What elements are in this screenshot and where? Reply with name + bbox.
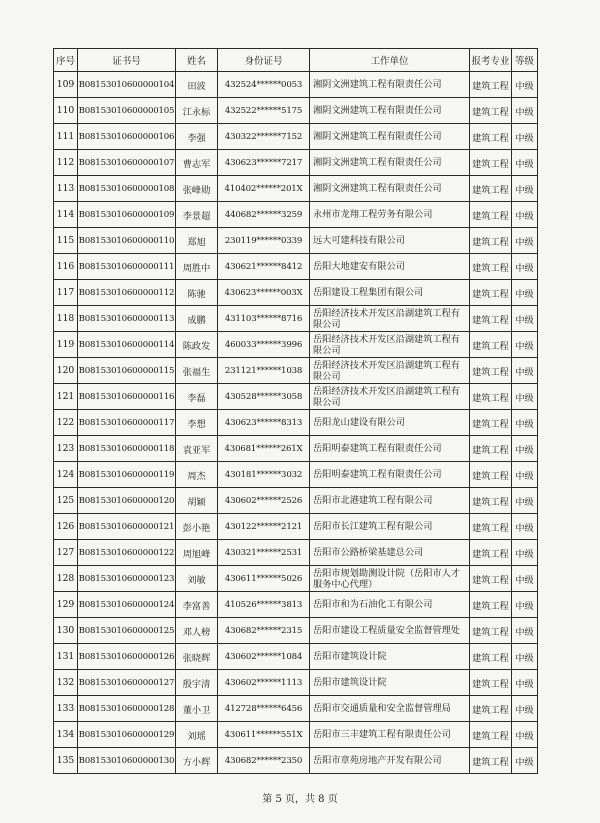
table-row	[54, 566, 538, 592]
cell-cert-no: B08153010600000127	[78, 670, 176, 696]
cell-id-no: 460033******3996	[218, 332, 310, 358]
table-header-row	[54, 49, 538, 72]
cell-major: 建筑工程	[470, 306, 512, 332]
cell-cert-no: B08153010600000129	[78, 722, 176, 748]
cell-seq: 132	[54, 670, 78, 696]
cell-level: 中级	[512, 436, 538, 462]
cell-major: 建筑工程	[470, 228, 512, 254]
table-row	[54, 488, 538, 514]
cell-seq: 126	[54, 514, 78, 540]
cell-work-unit: 岳阳市建筑设计院	[310, 670, 470, 696]
cell-name: 曹志军	[176, 150, 218, 176]
cell-id-no: 430682******2350	[218, 748, 310, 774]
cell-name: 袁亚军	[176, 436, 218, 462]
cell-id-no: 430602******2526	[218, 488, 310, 514]
cell-seq: 111	[54, 124, 78, 150]
table-row	[54, 514, 538, 540]
cell-id-no: 430181******3032	[218, 462, 310, 488]
cell-level: 中级	[512, 332, 538, 358]
cell-id-no: 430623******7217	[218, 150, 310, 176]
cell-seq: 129	[54, 592, 78, 618]
cell-id-no: 430682******2315	[218, 618, 310, 644]
cell-cert-no: B08153010600000118	[78, 436, 176, 462]
cell-cert-no: B08153010600000122	[78, 540, 176, 566]
cell-id-no: 430623******8313	[218, 410, 310, 436]
cell-level: 中级	[512, 696, 538, 722]
cell-seq: 117	[54, 280, 78, 306]
cell-name: 李景超	[176, 202, 218, 228]
cell-major: 建筑工程	[470, 124, 512, 150]
cell-id-no: 412728******6456	[218, 696, 310, 722]
cell-work-unit: 岳阳市长江建筑工程有限公司	[310, 514, 470, 540]
cell-name: 刘敏	[176, 566, 218, 592]
cell-level: 中级	[512, 202, 538, 228]
cell-cert-no: B08153010600000114	[78, 332, 176, 358]
cell-major: 建筑工程	[470, 150, 512, 176]
cell-cert-no: B08153010600000106	[78, 124, 176, 150]
cell-seq: 110	[54, 98, 78, 124]
cell-level: 中级	[512, 540, 538, 566]
cell-cert-no: B08153010600000125	[78, 618, 176, 644]
cell-seq: 121	[54, 384, 78, 410]
cell-cert-no: B08153010600000117	[78, 410, 176, 436]
cell-major: 建筑工程	[470, 202, 512, 228]
cell-id-no: 410402******201X	[218, 176, 310, 202]
cell-major: 建筑工程	[470, 748, 512, 774]
cell-id-no: 440682******3259	[218, 202, 310, 228]
cell-cert-no: B08153010600000105	[78, 98, 176, 124]
cell-cert-no: B08153010600000112	[78, 280, 176, 306]
cell-level: 中级	[512, 228, 538, 254]
cell-work-unit: 岳阳经济技术开发区沿湖建筑工程有限公司	[310, 384, 470, 410]
cell-work-unit: 远大可建科技有限公司	[310, 228, 470, 254]
cell-major: 建筑工程	[470, 176, 512, 202]
cell-name: 董小卫	[176, 696, 218, 722]
cell-id-no: 430122******2121	[218, 514, 310, 540]
cell-cert-no: B08153010600000119	[78, 462, 176, 488]
cell-seq: 135	[54, 748, 78, 774]
table-row	[54, 696, 538, 722]
cell-seq: 114	[54, 202, 78, 228]
cell-name: 江永标	[176, 98, 218, 124]
cell-id-no: 230119******0339	[218, 228, 310, 254]
cell-work-unit: 岳阳市规划勘测设计院（岳阳市人才服务中心代理）	[310, 566, 470, 592]
header-name: 姓名	[176, 49, 218, 72]
cell-major: 建筑工程	[470, 644, 512, 670]
cell-seq: 127	[54, 540, 78, 566]
cell-id-no: 430623******003X	[218, 280, 310, 306]
cell-seq: 123	[54, 436, 78, 462]
cell-major: 建筑工程	[470, 696, 512, 722]
cell-name: 田波	[176, 72, 218, 98]
cell-name: 李想	[176, 410, 218, 436]
cell-level: 中级	[512, 722, 538, 748]
table-row	[54, 202, 538, 228]
cell-major: 建筑工程	[470, 514, 512, 540]
header-work-unit: 工作单位	[310, 49, 470, 72]
cell-name: 张晓辉	[176, 644, 218, 670]
table-row	[54, 748, 538, 774]
cell-level: 中级	[512, 410, 538, 436]
cell-name: 陈驰	[176, 280, 218, 306]
table-row	[54, 670, 538, 696]
cell-cert-no: B08153010600000128	[78, 696, 176, 722]
cell-work-unit: 岳阳市章苑房地产开发有限公司	[310, 748, 470, 774]
cell-work-unit: 岳阳经济技术开发区沿湖建筑工程有限公司	[310, 306, 470, 332]
cell-major: 建筑工程	[470, 618, 512, 644]
cell-level: 中级	[512, 618, 538, 644]
cell-name: 李富善	[176, 592, 218, 618]
cell-major: 建筑工程	[470, 540, 512, 566]
cell-cert-no: B08153010600000120	[78, 488, 176, 514]
cell-id-no: 430528******3058	[218, 384, 310, 410]
cell-level: 中级	[512, 384, 538, 410]
cell-seq: 115	[54, 228, 78, 254]
cell-major: 建筑工程	[470, 280, 512, 306]
cell-name: 邓人榜	[176, 618, 218, 644]
page-number: 第 5 页，共 8 页	[262, 794, 338, 805]
header-level: 等级	[512, 49, 538, 72]
cell-work-unit: 岳阳经济技术开发区沿湖建筑工程有限公司	[310, 358, 470, 384]
cell-work-unit: 湘阴文洲建筑工程有限责任公司	[310, 124, 470, 150]
cell-cert-no: B08153010600000108	[78, 176, 176, 202]
cell-level: 中级	[512, 514, 538, 540]
cell-work-unit: 湘阴文洲建筑工程有限责任公司	[310, 150, 470, 176]
table-row	[54, 592, 538, 618]
table-row	[54, 540, 538, 566]
table-row	[54, 722, 538, 748]
cell-name: 郑旭	[176, 228, 218, 254]
cell-work-unit: 岳阳明泰建筑工程有限责任公司	[310, 462, 470, 488]
header-major: 报考专业	[470, 49, 512, 72]
cell-level: 中级	[512, 358, 538, 384]
cell-id-no: 231121******1038	[218, 358, 310, 384]
header-cert-no: 证书号	[78, 49, 176, 72]
cell-name: 张福生	[176, 358, 218, 384]
cell-id-no: 430681******261X	[218, 436, 310, 462]
cell-cert-no: B08153010600000110	[78, 228, 176, 254]
cell-id-no: 410526******3813	[218, 592, 310, 618]
cell-name: 殷宇清	[176, 670, 218, 696]
cell-name: 胡颖	[176, 488, 218, 514]
table-row	[54, 280, 538, 306]
cell-id-no: 430321******2531	[218, 540, 310, 566]
table-row	[54, 644, 538, 670]
cell-name: 彭小艳	[176, 514, 218, 540]
table-row	[54, 384, 538, 410]
cell-major: 建筑工程	[470, 722, 512, 748]
cell-name: 周杰	[176, 462, 218, 488]
cell-name: 张峰勋	[176, 176, 218, 202]
cell-id-no: 430611******5026	[218, 566, 310, 592]
cell-major: 建筑工程	[470, 358, 512, 384]
cell-work-unit: 岳阳建设工程集团有限公司	[310, 280, 470, 306]
cell-seq: 112	[54, 150, 78, 176]
cell-work-unit: 岳阳明泰建筑工程有限责任公司	[310, 436, 470, 462]
cell-cert-no: B08153010600000126	[78, 644, 176, 670]
cell-major: 建筑工程	[470, 592, 512, 618]
cell-level: 中级	[512, 462, 538, 488]
cell-major: 建筑工程	[470, 332, 512, 358]
cell-name: 陈政发	[176, 332, 218, 358]
cell-seq: 128	[54, 566, 78, 592]
cell-work-unit: 湘阴文洲建筑工程有限责任公司	[310, 176, 470, 202]
cell-major: 建筑工程	[470, 254, 512, 280]
cell-work-unit: 岳阳经济技术开发区沿湖建筑工程有限公司	[310, 332, 470, 358]
cell-id-no: 432522******5175	[218, 98, 310, 124]
header-seq: 序号	[54, 49, 78, 72]
cell-cert-no: B08153010600000104	[78, 72, 176, 98]
cell-work-unit: 永州市龙翔工程劳务有限公司	[310, 202, 470, 228]
cell-cert-no: B08153010600000130	[78, 748, 176, 774]
table-row	[54, 618, 538, 644]
cell-major: 建筑工程	[470, 488, 512, 514]
cell-major: 建筑工程	[470, 410, 512, 436]
table-body	[54, 72, 538, 774]
table-row	[54, 462, 538, 488]
table-row	[54, 254, 538, 280]
cell-level: 中级	[512, 72, 538, 98]
cell-work-unit: 岳阳市和为石油化工有限公司	[310, 592, 470, 618]
cell-work-unit: 岳阳市公路桥梁基建总公司	[310, 540, 470, 566]
cell-level: 中级	[512, 670, 538, 696]
cell-major: 建筑工程	[470, 72, 512, 98]
table-row	[54, 332, 538, 358]
cell-name: 李强	[176, 124, 218, 150]
cell-seq: 119	[54, 332, 78, 358]
cell-cert-no: B08153010600000121	[78, 514, 176, 540]
cell-work-unit: 岳阳大地建安有限公司	[310, 254, 470, 280]
cell-level: 中级	[512, 254, 538, 280]
cell-name: 李磊	[176, 384, 218, 410]
table-row	[54, 176, 538, 202]
cell-id-no: 432524******0053	[218, 72, 310, 98]
cell-seq: 131	[54, 644, 78, 670]
cell-work-unit: 岳阳市交通质量和安全监督管理局	[310, 696, 470, 722]
cell-name: 方小辉	[176, 748, 218, 774]
cell-level: 中级	[512, 488, 538, 514]
table-row	[54, 358, 538, 384]
cell-name: 成鹏	[176, 306, 218, 332]
cell-seq: 125	[54, 488, 78, 514]
cell-major: 建筑工程	[470, 436, 512, 462]
cell-cert-no: B08153010600000116	[78, 384, 176, 410]
cell-cert-no: B08153010600000113	[78, 306, 176, 332]
cell-seq: 113	[54, 176, 78, 202]
table-row	[54, 306, 538, 332]
cell-seq: 118	[54, 306, 78, 332]
cell-level: 中级	[512, 124, 538, 150]
cell-work-unit: 岳阳市建筑设计院	[310, 644, 470, 670]
cell-level: 中级	[512, 176, 538, 202]
cell-seq: 133	[54, 696, 78, 722]
cell-seq: 116	[54, 254, 78, 280]
cell-work-unit: 岳阳龙山建设有限公司	[310, 410, 470, 436]
cell-id-no: 431103******8716	[218, 306, 310, 332]
cell-id-no: 430602******1113	[218, 670, 310, 696]
certificate-table	[53, 48, 538, 774]
cell-seq: 124	[54, 462, 78, 488]
cell-id-no: 430602******1084	[218, 644, 310, 670]
cell-work-unit: 湘阴文洲建筑工程有限责任公司	[310, 98, 470, 124]
cell-seq: 130	[54, 618, 78, 644]
cell-seq: 120	[54, 358, 78, 384]
table-row	[54, 150, 538, 176]
cell-level: 中级	[512, 150, 538, 176]
table-row	[54, 228, 538, 254]
cell-work-unit: 岳阳市三丰建筑工程有限责任公司	[310, 722, 470, 748]
table-row	[54, 98, 538, 124]
cell-major: 建筑工程	[470, 384, 512, 410]
cell-name: 刘瑶	[176, 722, 218, 748]
cell-level: 中级	[512, 592, 538, 618]
cell-level: 中级	[512, 306, 538, 332]
cell-major: 建筑工程	[470, 98, 512, 124]
cell-seq: 122	[54, 410, 78, 436]
cell-work-unit: 湘阴文洲建筑工程有限责任公司	[310, 72, 470, 98]
cell-id-no: 430322******7152	[218, 124, 310, 150]
cell-cert-no: B08153010600000124	[78, 592, 176, 618]
cell-major: 建筑工程	[470, 670, 512, 696]
cell-cert-no: B08153010600000109	[78, 202, 176, 228]
table-row	[54, 410, 538, 436]
cell-level: 中级	[512, 644, 538, 670]
cell-seq: 134	[54, 722, 78, 748]
cell-cert-no: B08153010600000111	[78, 254, 176, 280]
cell-name: 周胜中	[176, 254, 218, 280]
table-row	[54, 72, 538, 98]
cell-work-unit: 岳阳市建设工程质量安全监督管理处	[310, 618, 470, 644]
cell-level: 中级	[512, 98, 538, 124]
header-id-no: 身份证号	[218, 49, 310, 72]
cell-cert-no: B08153010600000115	[78, 358, 176, 384]
table-row	[54, 124, 538, 150]
cell-cert-no: B08153010600000107	[78, 150, 176, 176]
cell-major: 建筑工程	[470, 566, 512, 592]
cell-level: 中级	[512, 566, 538, 592]
cell-id-no: 430611******551X	[218, 722, 310, 748]
cell-name: 周旭峰	[176, 540, 218, 566]
cell-cert-no: B08153010600000123	[78, 566, 176, 592]
cell-seq: 109	[54, 72, 78, 98]
table-row	[54, 436, 538, 462]
cell-id-no: 430621******8412	[218, 254, 310, 280]
cell-level: 中级	[512, 280, 538, 306]
cell-major: 建筑工程	[470, 462, 512, 488]
cell-work-unit: 岳阳市北港建筑工程有限公司	[310, 488, 470, 514]
cell-level: 中级	[512, 748, 538, 774]
